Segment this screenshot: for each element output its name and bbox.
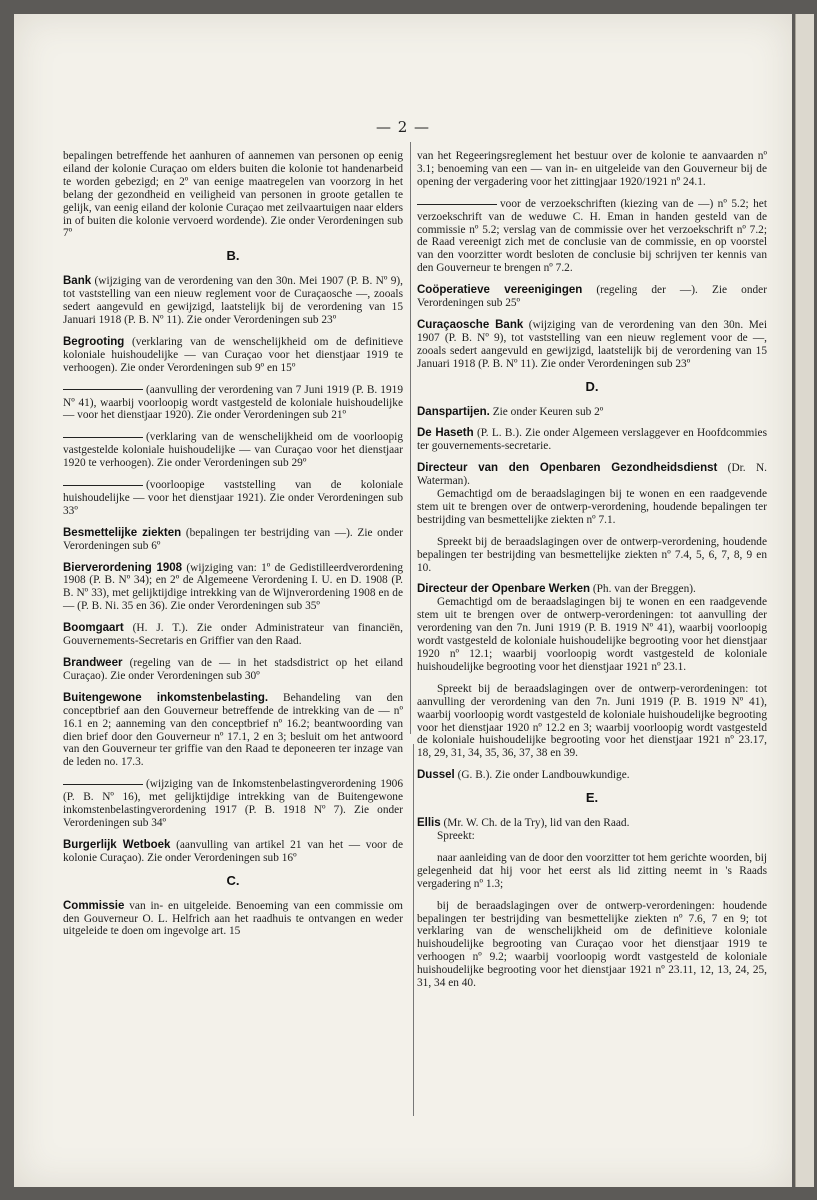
entry-text: van in- en uitgeleide. Benoeming van een commissie om den Gouverneur O. L. Helfrich aan het raadhuis te ontvangen en weder uitgeleide te doen om ingevolge art. 15: [63, 899, 403, 938]
entry-text: (aanvulling der verordening van 7 Juni 1919 (P. B. 1919 Nº 41), waarbij voorloopig wordt vastgesteld de koloniale huishoudelijke — voor het dienstjaar 1920). Zie onder Verordeningen sub 21º: [63, 383, 403, 422]
index-entry: [63, 657, 403, 683]
entry-paragraph: Gemachtigd om de beraadslagingen bij te wonen en een raadgevende stem uit te brengen over de ontwerp-verordeningen: tot aanvulling der verordening van den 7n. Juni 1919 (P. B. 1919 Nº 41), waarbij voorloopig wordt vastgesteld de koloniale huishoudelijke begrooting voor het dienstjaar 1920 nº 12.1; waarbij voorloopig wordt vastgesteld de koloniale huishoudelijke begrooting voor het dienstjaar 1921 nº 23.1.: [417, 596, 767, 673]
entry-headword: Buitengewone inkomstenbelasting.: [63, 691, 269, 704]
ditto-dash: [63, 437, 143, 438]
column-divider-lower: [413, 744, 414, 1116]
entry-headword: Commissie: [63, 899, 125, 912]
entry-headword: Besmettelijke ziekten: [63, 526, 182, 539]
entry-headword: Danspartijen.: [417, 405, 490, 418]
section-letter: E.: [585, 790, 599, 806]
entry-paragraph: naar aanleiding van de door den voorzitter tot hem gerichte woorden, bij gelegenheid dat hij voor het eerst als lid zitting neemt in 's Raads vergadering nº 1.3;: [417, 851, 767, 890]
entry-text: van het Regeeringsreglement het bestuur over de kolonie te aanvaarden nº 3.1; benoeming van een — van in- en uitgeleide van den Gouverneur bij de opening der vergadering voor het zittingjaar 1920/1921 nº 24.1.: [417, 150, 767, 188]
index-entry: [63, 839, 403, 865]
entry-text: (Dr. N. Waterman).: [417, 462, 767, 488]
entry-paragraph: bij de beraadslagingen over de ontwerp-verordeningen: houdende bepalingen ter bestrijding van besmettelijke ziekten nº 7.6, 7 en 9; tot verklaring van de wenschelijkheid om de definitieve koloniale huishoudelijke begrooting van Curaçao voor het dienstjaar 1919 te verhoogen nº 9.2; waarbij voorloopig wordt vastgesteld de koloniale huishoudelijke begrooting voor het dienstjaar 1921 nº 23.11, 12, 13, 24, 25, 31, 34 en 40.: [417, 899, 767, 990]
entry-headword: Burgerlijk Wetboek: [63, 838, 171, 851]
entry-headword: Boomgaart: [63, 622, 124, 635]
entry-headword: Begrooting: [63, 335, 125, 348]
entry-headword: Dussel: [417, 769, 455, 782]
entry-text: (voorloopige vaststelling van de koloniale huishoudelijke — voor het dienstjaar 1921). Zie onder Verordeningen sub 33º: [63, 479, 403, 517]
ditto-dash: [63, 784, 143, 785]
entry-headword: Ellis: [417, 817, 441, 830]
index-entry: [63, 275, 403, 327]
section-letter: B.: [226, 248, 240, 264]
entry-text: bepalingen betreffende het aanhuren of aannemen van personen op eenig eiland der kolonie Curaçao om elders buiten die kolonie tot handenarbeid te worden gebezigd; en 2º van eenige maatregelen van voorzorg in het belang der gezondheid en veiligheid van personen in groote getallen te gelijk, van eenig eiland der kolonie Curaçao met zeilvaartuigen naar elders in of buiten die kolonie vervoerd wordende). Zie onder Verordeningen sub 7º: [63, 150, 403, 240]
ditto-dash: [417, 204, 497, 205]
right-column: [417, 150, 767, 999]
document-page: [14, 14, 792, 1187]
entry-text: (verklaring van de wenschelijkheid om de definitieve koloniale huishoudelijke — van Curaçao voor het dienstjaar 1919 te verhoogen). Zie onder Verordeningen sub 9º en 15º: [63, 335, 403, 374]
entry-headword: Curaçaosche Bank: [417, 318, 524, 331]
entry-text: (Mr. W. Ch. de la Try), lid van den Raad.: [443, 817, 630, 830]
section-letter: C.: [226, 872, 240, 888]
next-page-edge: [795, 14, 814, 1187]
entry-text: (verklaring van de wenschelijkheid om de voorloopig vastgestelde koloniale huishoudelijke — van Curaçao voor het dienstjaar 1920 te verhoogen). Zie onder Verordeningen sub 29º: [63, 431, 403, 470]
ditto-dash: [63, 389, 143, 390]
entry-text: (wijziging van de Inkomstenbelastingverordening 1906 (P. B. Nº 16), met gelijktijdige intrekking van de Buitengewone inkomstenbelastingverordening 1917 (P. B. 1918 Nº 7). Zie onder Verordeningen sub 34º: [63, 778, 403, 829]
entry-headword: Directeur der Openbare Werken: [417, 583, 590, 596]
index-entry: [63, 900, 403, 939]
entry-paragraph: Spreekt bij de beraadslagingen over de ontwerp-verordening, houdende bepalingen ter bestrijding van besmettelijke ziekten nº 7.4, 5, 6, 7, 8, 9 en 10.: [417, 535, 767, 574]
entry-headword: Bierverordening 1908: [63, 561, 183, 574]
column-divider: [410, 142, 411, 734]
section-letter: D.: [585, 378, 599, 394]
entry-text: Zie onder Keuren sub 2º: [492, 405, 604, 418]
entry-headword: Directeur van den Openbaren Gezondheidsdienst: [417, 462, 718, 475]
index-entry: [63, 150, 403, 240]
index-entry: [417, 462, 767, 527]
index-entry: [63, 778, 403, 830]
entry-text: Behandeling van den conceptbrief aan den Gouverneur betreffende de intrekking van de — nº 16.1 en 2; aanneming van den conceptbrief nº 16.2; beantwoording van dien brief door den Gouverneur nº 17.1, 2 en 3; besluit om het antwoord van den Gouverneur ter griffie van den Raad te deponeeren ter inzage van de leden no. 17.3.: [63, 691, 404, 769]
index-entry: [417, 769, 767, 782]
entry-headword: Bank: [63, 275, 92, 288]
entry-text: (Ph. van der Breggen).: [592, 583, 696, 596]
page-number: — 2 —: [375, 118, 431, 136]
entry-text: (bepalingen ter bestrijding van —). Zie onder Verordeningen sub 6º: [63, 526, 404, 552]
entry-headword: De Haseth: [417, 427, 474, 440]
entry-headword: Coöperatieve vereenigingen: [417, 284, 583, 297]
index-entry: [63, 622, 403, 648]
index-entry: [417, 319, 767, 371]
index-entry: [417, 817, 767, 843]
index-entry: [63, 431, 403, 470]
index-entry: [417, 427, 767, 453]
index-entry: [417, 583, 767, 673]
index-entry: [417, 284, 767, 310]
entry-text: (aanvulling van artikel 21 van het — voor de kolonie Curaçao). Zie onder Verordeningen sub 16º: [63, 838, 403, 864]
index-entry: [417, 198, 767, 275]
entry-text: (P. L. B.). Zie onder Algemeen verslaggever en Hoofdcommies ter gouvernements-secretarie.: [417, 427, 767, 453]
entry-paragraph: Spreekt bij de beraadslagingen over de ontwerp-verordeningen: tot aanvulling der verordening van den 7n. Juni 1919 (P. B. 1919 Nº 41), waarbij voorloopig wordt vastgesteld de koloniale huishoudelijke begrooting voor het dienstjaar 1920 nº 12.2 en 3; waarbij voorloopig wordt vastgesteld de koloniale huishoudelijke begrooting voor het dienstjaar 1921 nº 23.17, 18, 29, 31, 34, 35, 36, 37, 38 en 39.: [417, 682, 767, 760]
entry-text: (wijziging van de verordening van den 30n. Mei 1907 (P. B. Nº 9), tot vaststelling van een nieuw reglement voor de —, zooals sedert aangevuld en gewijzigd, laatstelijk bij de verordening van 15 Januari 1918 (P. B. Nº 11). Zie onder Verordeningen sub 23º: [417, 318, 767, 370]
ditto-dash: [63, 485, 143, 486]
index-entry: [63, 384, 403, 423]
entry-paragraph: Spreekt:: [437, 829, 475, 842]
entry-text: (wijziging van: 1º de Gedistilleerdverordening 1908 (P. B. Nº 34); en 2º de Algemeene Verordening I. U. en D. 1908 (P. B. Nº 33), met gelijktijdige intrekking van de Wijnverordening 1908 en de — (P. B. Ni. 35 en 36). Zie onder Verordeningen sub 35º: [63, 561, 404, 613]
index-entry: [63, 692, 403, 769]
entry-text: (wijziging van de verordening van den 30n. Mei 1907 (P. B. Nº 9), tot vaststelling van een nieuw reglement voor de Curaçaosche —, zooals sedert aangevuld en gewijzigd, laatstelijk bij de verordening van 15 Januari 1918 (P. B. Nº 11). Zie onder Verordeningen sub 23º: [63, 275, 403, 326]
entry-text: (H. J. T.). Zie onder Administrateur van financiën, Gouvernements-Secretaris en Griffier van den Raad.: [63, 622, 403, 648]
index-entry: [417, 406, 767, 419]
entry-paragraph: Gemachtigd om de beraadslagingen bij te wonen en een raadgevende stem uit te brengen over de ontwerp-verordening, houdende bepalingen ter bestrijding van besmettelijke ziekten nº 7.1.: [417, 488, 767, 526]
entry-text: (G. B.). Zie onder Landbouwkundige.: [457, 769, 630, 782]
index-entry: [63, 527, 403, 553]
entry-headword: Brandweer: [63, 657, 123, 669]
left-column: [63, 150, 403, 947]
index-entry: [63, 336, 403, 375]
index-entry: [63, 479, 403, 518]
entry-text: voor de verzoekschriften (kiezing van de —) nº 5.2; het verzoekschrift van de weduwe C. H. Eman in handen gesteld van de commissie nº 5.2; verslag van de commissie over het verzoekschrift nº 7.2; de Raad vereenigt zich met de conclusie van de commissie, en op voorstel van den voorzitter wordt besloten de conclusie bij schrijven ter kennis van den Gouverneur te brengen nº 7.2.: [417, 197, 767, 275]
entry-text: (regeling der —). Zie onder Verordeningen sub 25º: [417, 284, 767, 310]
index-entry: [417, 150, 767, 189]
index-entry: [63, 562, 403, 614]
entry-text: (regeling van de — in het stadsdistrict op het eiland Curaçao). Zie onder Verordeningen sub 30º: [63, 657, 403, 682]
